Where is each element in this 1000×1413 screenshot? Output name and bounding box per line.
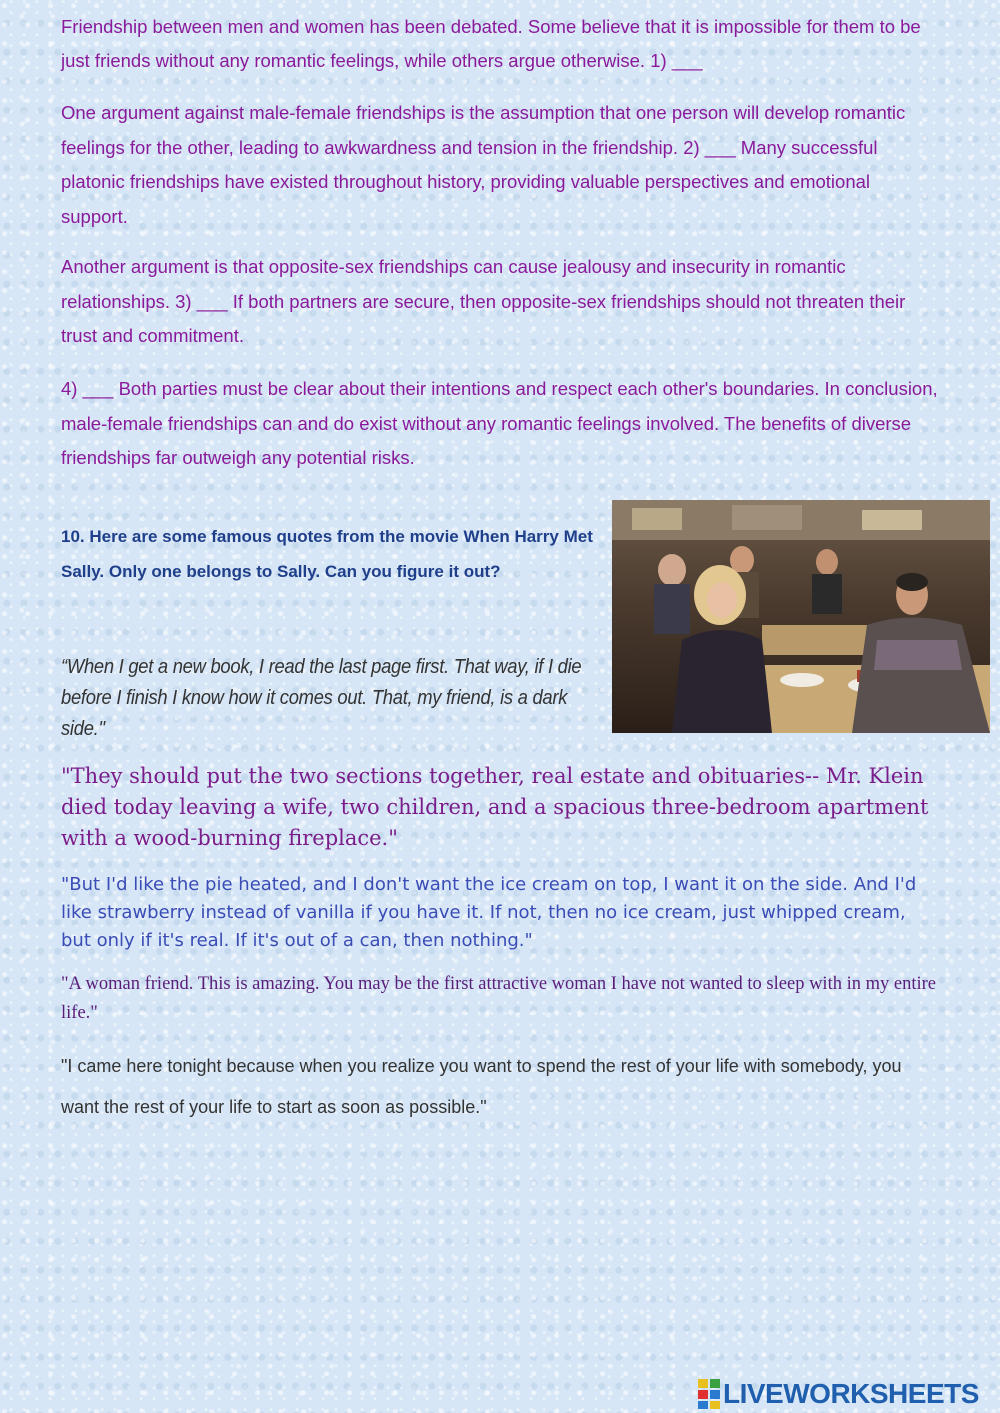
quote-5: "I came here tonight because when you realize you want to spend the rest of your life with somebody, you want the rest of your life to start as soon as possible."	[61, 1056, 902, 1117]
question-heading: 10. Here are some famous quotes from the movie When Harry Met Sally. Only one belongs to Sally. Can you figure it out?	[61, 527, 593, 581]
quote-3: "But I'd like the pie heated, and I don't want the ice cream on top, I want it on the side. And I'd like strawberry instead of vanilla if you have it. If not, then no ice cream, just whipped cream, but only if it's real. If it's out of a can, then nothing."	[61, 874, 917, 951]
logo-text: LIVEWORKSHEETS	[723, 1378, 979, 1409]
movie-still-image	[612, 500, 990, 733]
paragraph-3: Another argument is that opposite-sex friendships can cause jealousy and insecurity in romantic relationships. 3) ___ If both partners are secure, then opposite-sex friendships should not threaten their trust and commitment.	[61, 256, 906, 346]
quote-1: “When I get a new book, I read the last page first. That way, if I die before I finish I know how it comes out. That, my friend, is a dark side."	[61, 656, 582, 740]
liveworksheets-logo-icon	[698, 1379, 720, 1409]
paragraph-4: 4) ___ Both parties must be clear about their intentions and respect each other's boundaries. In conclusion, male-female friendships can and do exist without any romantic feelings involved. The benefits of diverse friendships far outweigh any potential risks.	[61, 378, 938, 468]
quote-2: "They should put the two sections together, real estate and obituaries-- Mr. Klein died today leaving a wife, two children, and a spacious three-bedroom apartment with a wood-burning fireplace."	[61, 764, 929, 850]
paragraph-2: One argument against male-female friendships is the assumption that one person will develop romantic feelings for the other, leading to awkwardness and tension in the friendship. 2) ___ Many successful platonic friendships have existed throughout history, providing valuable perspectives and emotional support.	[61, 102, 906, 227]
paragraph-1: Friendship between men and women has been debated. Some believe that it is impossible for them to be just friends without any romantic feelings, while others argue otherwise. 1) ___	[61, 16, 921, 71]
liveworksheets-logo	[698, 1377, 979, 1411]
quote-4: "A woman friend. This is amazing. You may be the first attractive woman I have not wanted to sleep with in my entire life."	[61, 974, 936, 1023]
